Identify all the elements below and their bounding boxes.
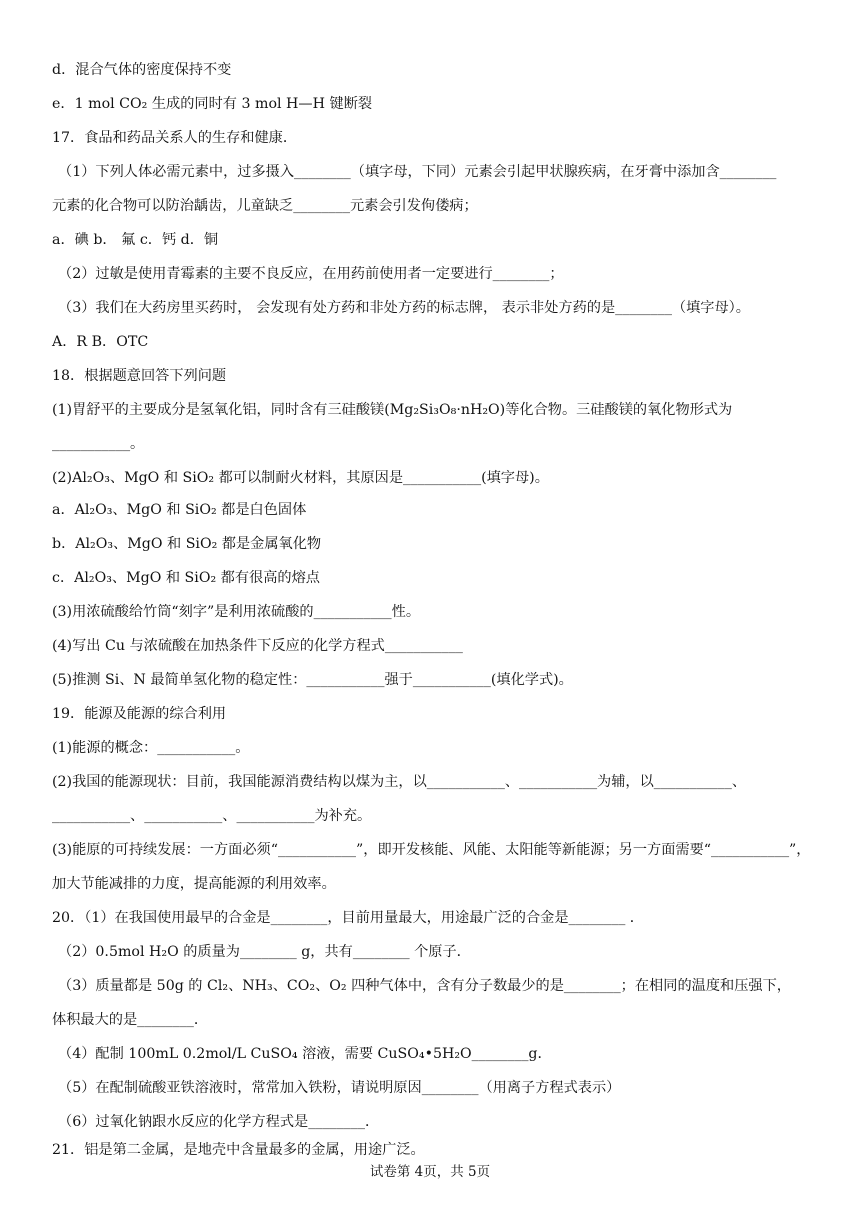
text-line: (5)推测 Si、N 最简单氢化物的稳定性：___________强于___________(填化学式)。 — [52, 672, 573, 688]
question-19-heading: 19．能源及能源的综合利用 — [52, 706, 227, 722]
text-line: (4)写出 Cu 与浓硫酸在加热条件下反应的化学方程式___________ — [52, 638, 463, 654]
question-20-heading: 20．（1）在我国使用最早的合金是________，目前用量最大，用途最广泛的合金是________ ． — [52, 910, 644, 926]
page-footer: 试卷第 4页，共 5页 — [369, 1164, 491, 1180]
text-line: （2）0.5mol H₂O 的质量为________ g，共有________ 个原子． — [58, 944, 471, 960]
text-line: ___________、___________、___________为补充。 — [52, 808, 372, 824]
text-line: (2)Al₂O₃、MgO 和 SiO₂ 都可以制耐火材料，其原因是___________(填字母)。 — [52, 470, 549, 486]
text-line: （4）配制 100mL 0.2mol/L CuSO₄ 溶液，需要 CuSO₄•5H₂O________g． — [58, 1046, 552, 1062]
question-21-heading: 21．铝是第二金属，是地壳中含量最多的金属，用途广泛。 — [52, 1142, 425, 1158]
text-line: （1）下列人体必需元素中，过多摄入________（填字母，下同）元素会引起甲状腺疾病，在牙膏中添加含________ — [58, 164, 777, 180]
text-line: d．混合气体的密度保持不变 — [52, 62, 232, 78]
text-line: （5）在配制硫酸亚铁溶液时，常常加入铁粉，请说明原因________（用离子方程式表示） — [58, 1080, 621, 1096]
question-18-heading: 18．根据题意回答下列问题 — [52, 368, 227, 384]
text-line: （6）过氧化钠跟水反应的化学方程式是________． — [58, 1114, 380, 1130]
text-line: (2)我国的能源现状：目前，我国能源消费结构以煤为主，以___________、___________为辅，以___________、 — [52, 774, 747, 790]
text-line: e．1 mol CO₂ 生成的同时有 3 mol H—H 键断裂 — [52, 96, 373, 112]
text-line: 加大节能减排的力度，提高能源的利用效率。 — [52, 876, 336, 892]
text-line: (3)用浓硫酸给竹筒“刻字”是利用浓硫酸的___________性。 — [52, 604, 421, 620]
option-line: c．Al₂O₃、MgO 和 SiO₂ 都有很高的熔点 — [52, 570, 320, 586]
option-line: a．Al₂O₃、MgO 和 SiO₂ 都是白色固体 — [52, 502, 307, 518]
option-line: b．Al₂O₃、MgO 和 SiO₂ 都是金属氧化物 — [52, 536, 322, 552]
text-line: (3)能原的可持续发展：一方面必须“___________”，即开发核能、风能、太阳能等新能源；另一方面需要“___________”， — [52, 842, 811, 858]
text-line: 体积最大的是________． — [52, 1012, 209, 1028]
options-line: A．R B．OTC — [52, 334, 149, 350]
text-line: （3）质量都是 50g 的 Cl₂、NH₃、CO₂、O₂ 四种气体中，含有分子数最少的是________；在相同的温度和压强下， — [58, 978, 791, 994]
text-line: （2）过敏是使用青霉素的主要不良反应，在用药前使用者一定要进行________； — [58, 266, 564, 282]
text-line: 元素的化合物可以防治龋齿，儿童缺乏________元素会引发佝偻病； — [52, 198, 478, 214]
text-line: ___________。 — [52, 436, 145, 452]
options-line: a．碘 b． 氟 c．钙 d．铜 — [52, 232, 219, 248]
text-line: (1)胃舒平的主要成分是氢氧化铝，同时含有三硅酸镁(Mg₂Si₃O₈·nH₂O)等化合物。三硅酸镁的氧化物形式为 — [52, 402, 733, 418]
text-line: (1)能源的概念：___________。 — [52, 740, 250, 756]
text-line: （3）我们在大药房里买药时， 会发现有处方药和非处方药的标志牌， 表示非处方药的是________（填字母）。 — [58, 300, 750, 316]
question-17-heading: 17．食品和药品关系人的生存和健康． — [52, 130, 298, 146]
